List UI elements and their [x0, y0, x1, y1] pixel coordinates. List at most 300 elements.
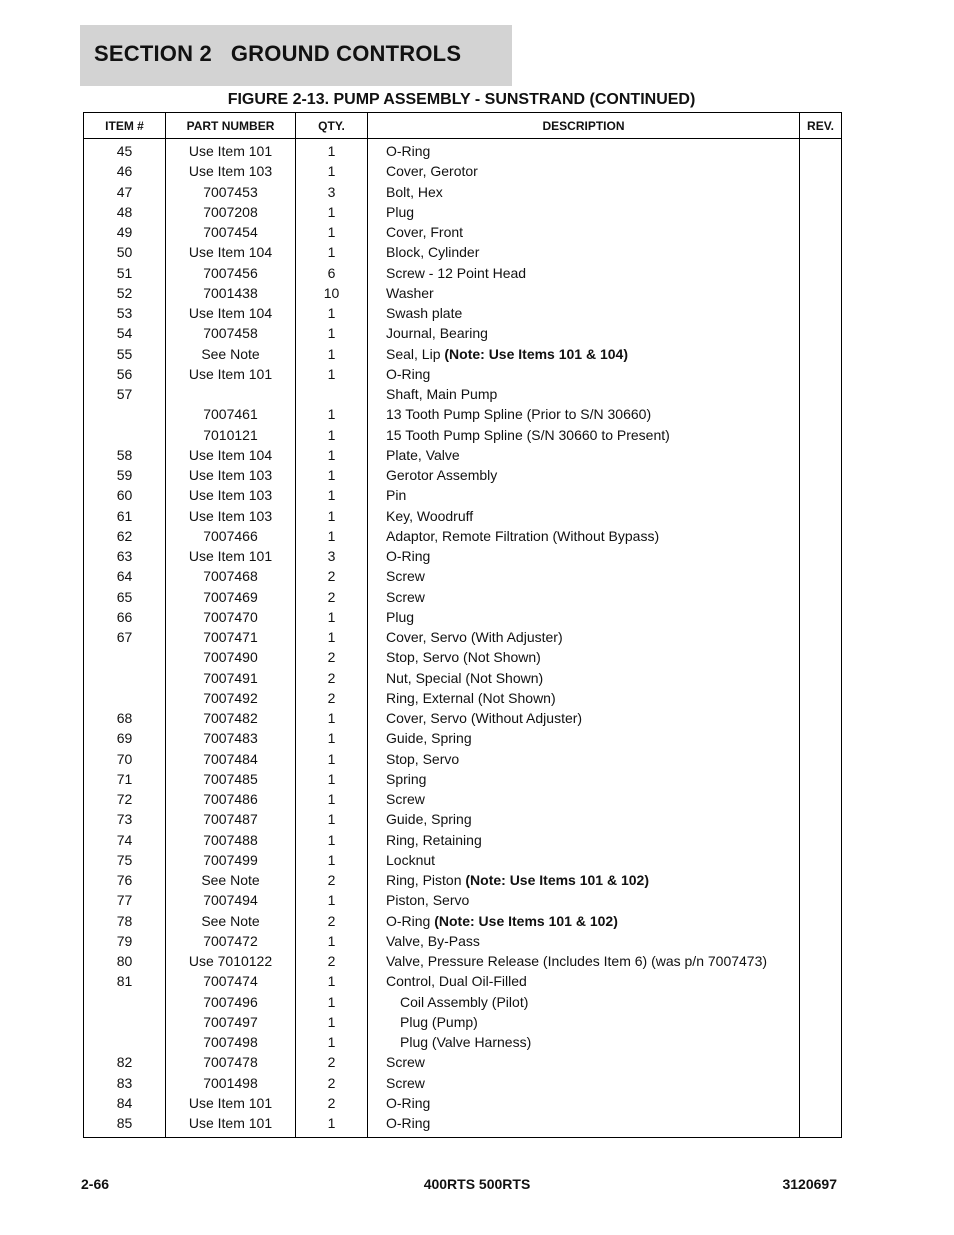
qty-cell: 1 [296, 931, 368, 951]
model-names: 400RTS 500RTS [423, 1176, 531, 1192]
description-text: Adaptor, Remote Filtration (Without Bypass) [386, 527, 660, 544]
table-header-row [84, 113, 842, 139]
table-row [84, 951, 842, 971]
qty-cell: 1 [296, 749, 368, 769]
rev-cell [800, 242, 842, 262]
item-number-cell: 70 [84, 749, 166, 769]
description-text: Coil Assembly (Pilot) [400, 993, 529, 1010]
description-text: Journal, Bearing [386, 325, 488, 342]
description-cell [368, 587, 800, 607]
rev-cell [800, 951, 842, 971]
table-row [84, 283, 842, 303]
table-row [84, 870, 842, 890]
part-number-cell: See Note [166, 344, 296, 364]
description-cell [368, 789, 800, 809]
table-row [84, 263, 842, 283]
item-number-cell [84, 404, 166, 424]
table-row [84, 587, 842, 607]
description-cell [368, 870, 800, 890]
rev-cell [800, 263, 842, 283]
rev-cell [800, 485, 842, 505]
part-number-cell: 7007466 [166, 526, 296, 546]
item-number-cell: 55 [84, 344, 166, 364]
item-number-cell [84, 1032, 166, 1052]
description-text: Screw [386, 1054, 425, 1071]
part-number-cell: 7007486 [166, 789, 296, 809]
description-cell [368, 485, 800, 505]
item-number-cell: 64 [84, 566, 166, 586]
description-text: Locknut [386, 851, 436, 868]
description-text: Valve, Pressure Release (Includes Item 6) (was p/n 7007473) [386, 953, 768, 970]
rev-cell [800, 465, 842, 485]
part-number-cell: 7007470 [166, 607, 296, 627]
qty-cell: 1 [296, 708, 368, 728]
item-number-cell: 81 [84, 971, 166, 991]
qty-cell: 1 [296, 202, 368, 222]
description-cell [368, 749, 800, 769]
item-number-cell: 71 [84, 769, 166, 789]
qty-cell: 1 [296, 627, 368, 647]
item-number-cell: 67 [84, 627, 166, 647]
description-text: Screw - 12 Point Head [386, 264, 527, 281]
item-number-cell: 85 [84, 1113, 166, 1138]
item-number-cell [84, 647, 166, 667]
description-cell [368, 526, 800, 546]
description-text: Ring, Piston [386, 872, 466, 889]
table-row [84, 607, 842, 627]
qty-cell: 6 [296, 263, 368, 283]
column-header-part-number: PART NUMBER [166, 113, 296, 139]
rev-cell [800, 769, 842, 789]
part-number-cell: 7007483 [166, 728, 296, 748]
figure-title: FIGURE 2-13. PUMP ASSEMBLY - SUNSTRAND (CONTINUED) [227, 91, 696, 108]
rev-cell [800, 830, 842, 850]
description-cell [368, 688, 800, 708]
description-text: Cover, Servo (With Adjuster) [386, 629, 563, 646]
item-number-cell: 62 [84, 526, 166, 546]
description-cell [368, 283, 800, 303]
rev-cell [800, 182, 842, 202]
table-row [84, 850, 842, 870]
description-text: Screw [386, 1074, 425, 1091]
item-number-cell: 45 [84, 139, 166, 162]
description-cell [368, 445, 800, 465]
description-cell [368, 1093, 800, 1113]
description-cell [368, 971, 800, 991]
table-row [84, 139, 842, 162]
rev-cell [800, 627, 842, 647]
description-text: Guide, Spring [386, 730, 472, 747]
table-row [84, 789, 842, 809]
qty-cell: 1 [296, 242, 368, 262]
rev-cell [800, 647, 842, 667]
rev-cell [800, 1032, 842, 1052]
description-cell [368, 830, 800, 850]
qty-cell: 1 [296, 445, 368, 465]
item-number-cell: 63 [84, 546, 166, 566]
qty-cell: 1 [296, 323, 368, 343]
rev-cell [800, 566, 842, 586]
description-cell [368, 364, 800, 384]
item-number-cell: 68 [84, 708, 166, 728]
part-number-cell: Use Item 104 [166, 242, 296, 262]
table-row [84, 323, 842, 343]
rev-cell [800, 1073, 842, 1093]
description-text: O-Ring [386, 1115, 431, 1131]
part-number-cell: 7007456 [166, 263, 296, 283]
description-text: O-Ring [386, 548, 431, 565]
table-row [84, 1032, 842, 1052]
table-row [84, 506, 842, 526]
item-number-cell: 48 [84, 202, 166, 222]
table-row [84, 384, 842, 404]
table-row [84, 465, 842, 485]
description-text: O-Ring [386, 143, 431, 160]
qty-cell: 1 [296, 344, 368, 364]
description-cell [368, 668, 800, 688]
rev-cell [800, 890, 842, 910]
part-number-cell: 7007497 [166, 1012, 296, 1032]
description-text: O-Ring [386, 912, 435, 929]
rev-cell [800, 1093, 842, 1113]
qty-cell: 1 [296, 526, 368, 546]
qty-cell: 1 [296, 728, 368, 748]
rev-cell [800, 364, 842, 384]
rev-cell [800, 506, 842, 526]
rev-cell [800, 688, 842, 708]
rev-cell [800, 1052, 842, 1072]
item-number-cell: 84 [84, 1093, 166, 1113]
qty-cell: 2 [296, 647, 368, 667]
description-cell [368, 708, 800, 728]
rev-cell [800, 870, 842, 890]
part-number-cell: 7007471 [166, 627, 296, 647]
table-row [84, 749, 842, 769]
part-number-cell: 7007453 [166, 182, 296, 202]
description-text: Screw [386, 568, 425, 585]
part-number-cell: 7010121 [166, 425, 296, 445]
description-text: Stop, Servo (Not Shown) [386, 649, 541, 666]
qty-cell: 2 [296, 1052, 368, 1072]
description-text: Bolt, Hex [386, 183, 443, 200]
part-number-cell: Use Item 101 [166, 1113, 296, 1138]
description-cell [368, 546, 800, 566]
table-row [84, 809, 842, 829]
description-text: Stop, Servo [386, 750, 460, 767]
qty-cell: 1 [296, 789, 368, 809]
part-number-cell: Use Item 101 [166, 546, 296, 566]
table-row [84, 911, 842, 931]
part-number-cell: Use Item 101 [166, 139, 296, 162]
description-text: Plug (Valve Harness) [400, 1034, 532, 1051]
part-number-cell [166, 384, 296, 404]
description-text: Ring, External (Not Shown) [386, 689, 556, 706]
qty-cell: 2 [296, 668, 368, 688]
part-number-cell: 7007472 [166, 931, 296, 951]
qty-cell: 1 [296, 161, 368, 181]
document-number: 3120697 [782, 1176, 837, 1192]
table-row [84, 202, 842, 222]
item-number-cell: 77 [84, 890, 166, 910]
description-cell [368, 566, 800, 586]
qty-cell: 1 [296, 485, 368, 505]
description-cell [368, 465, 800, 485]
description-cell [368, 769, 800, 789]
item-number-cell: 54 [84, 323, 166, 343]
item-number-cell: 65 [84, 587, 166, 607]
item-number-cell: 82 [84, 1052, 166, 1072]
table-row [84, 344, 842, 364]
description-cell [368, 425, 800, 445]
part-number-cell: 7007482 [166, 708, 296, 728]
rev-cell [800, 323, 842, 343]
table-row [84, 1052, 842, 1072]
table-row [84, 890, 842, 910]
part-number-cell: 7007494 [166, 890, 296, 910]
table-row [84, 931, 842, 951]
table-row [84, 303, 842, 323]
description-note: (Note: Use Items 101 & 102) [434, 912, 618, 929]
part-number-cell: 7007474 [166, 971, 296, 991]
table-row [84, 668, 842, 688]
parts-table-body [84, 139, 842, 1138]
table-row [84, 425, 842, 445]
description-text: Pin [386, 487, 407, 504]
rev-cell [800, 283, 842, 303]
rev-cell [800, 809, 842, 829]
part-number-cell: 7007487 [166, 809, 296, 829]
qty-cell: 1 [296, 1113, 368, 1138]
description-cell [368, 182, 800, 202]
qty-cell: 3 [296, 546, 368, 566]
rev-cell [800, 344, 842, 364]
item-number-cell: 52 [84, 283, 166, 303]
qty-cell: 1 [296, 809, 368, 829]
rev-cell [800, 931, 842, 951]
table-row [84, 526, 842, 546]
table-row [84, 627, 842, 647]
description-cell [368, 1073, 800, 1093]
qty-cell: 2 [296, 566, 368, 586]
part-number-cell: 7007490 [166, 647, 296, 667]
part-number-cell: 7007499 [166, 850, 296, 870]
description-cell [368, 992, 800, 1012]
rev-cell [800, 850, 842, 870]
description-text: Guide, Spring [386, 811, 472, 828]
rev-cell [800, 1113, 842, 1138]
table-row [84, 364, 842, 384]
rev-cell [800, 789, 842, 809]
description-cell [368, 809, 800, 829]
part-number-cell: 7007478 [166, 1052, 296, 1072]
description-cell [368, 911, 800, 931]
table-row [84, 688, 842, 708]
description-cell [368, 202, 800, 222]
rev-cell [800, 971, 842, 991]
description-note: (Note: Use Items 101 & 104) [444, 345, 629, 362]
qty-cell: 1 [296, 506, 368, 526]
item-number-cell: 83 [84, 1073, 166, 1093]
part-number-cell: Use Item 103 [166, 485, 296, 505]
qty-cell: 1 [296, 1032, 368, 1052]
qty-cell: 1 [296, 222, 368, 242]
table-row [84, 992, 842, 1012]
rev-cell [800, 139, 842, 162]
part-number-cell: Use Item 103 [166, 465, 296, 485]
qty-cell: 1 [296, 992, 368, 1012]
description-text: Plug (Pump) [400, 1013, 478, 1030]
part-number-cell: 7001498 [166, 1073, 296, 1093]
description-cell [368, 222, 800, 242]
rev-cell [800, 425, 842, 445]
description-text: Key, Woodruff [386, 507, 474, 524]
rev-cell [800, 445, 842, 465]
section-title: SECTION 2 GROUND CONTROLS [94, 41, 462, 66]
description-text: Cover, Servo (Without Adjuster) [386, 710, 583, 727]
item-number-cell: 75 [84, 850, 166, 870]
qty-cell: 2 [296, 870, 368, 890]
description-cell [368, 647, 800, 667]
item-number-cell: 46 [84, 161, 166, 181]
qty-cell: 1 [296, 607, 368, 627]
part-number-cell: 7007208 [166, 202, 296, 222]
item-number-cell: 69 [84, 728, 166, 748]
parts-table [83, 112, 842, 1138]
rev-cell [800, 607, 842, 627]
table-row [84, 242, 842, 262]
table-row [84, 222, 842, 242]
description-cell [368, 1012, 800, 1032]
item-number-cell: 79 [84, 931, 166, 951]
description-text: Cover, Front [386, 224, 464, 241]
table-row [84, 485, 842, 505]
table-row [84, 1093, 842, 1113]
part-number-cell: 7007498 [166, 1032, 296, 1052]
rev-cell [800, 222, 842, 242]
qty-cell: 1 [296, 303, 368, 323]
rev-cell [800, 202, 842, 222]
column-header-item: ITEM # [84, 113, 166, 139]
item-number-cell: 73 [84, 809, 166, 829]
description-text: Plug [386, 203, 415, 220]
description-note: (Note: Use Items 101 & 102) [465, 872, 650, 889]
table-row [84, 404, 842, 424]
description-cell [368, 1032, 800, 1052]
qty-cell: 1 [296, 465, 368, 485]
description-text: Screw [386, 588, 425, 605]
description-text: Screw [386, 791, 425, 808]
item-number-cell: 60 [84, 485, 166, 505]
qty-cell: 1 [296, 139, 368, 162]
description-cell [368, 1113, 800, 1138]
description-cell [368, 607, 800, 627]
description-cell [368, 951, 800, 971]
table-row [84, 182, 842, 202]
qty-cell: 1 [296, 850, 368, 870]
part-number-cell: 7007485 [166, 769, 296, 789]
description-text: 13 Tooth Pump Spline (Prior to S/N 30660) [386, 406, 652, 423]
table-row [84, 546, 842, 566]
part-number-cell: 7007454 [166, 222, 296, 242]
table-row [84, 647, 842, 667]
rev-cell [800, 728, 842, 748]
qty-cell: 3 [296, 182, 368, 202]
part-number-cell: See Note [166, 911, 296, 931]
description-cell [368, 850, 800, 870]
part-number-cell: 7007461 [166, 404, 296, 424]
rev-cell [800, 911, 842, 931]
table-row [84, 445, 842, 465]
section-banner [80, 25, 512, 86]
part-number-cell: Use 7010122 [166, 951, 296, 971]
table-row [84, 566, 842, 586]
item-number-cell [84, 688, 166, 708]
table-row [84, 769, 842, 789]
item-number-cell: 51 [84, 263, 166, 283]
item-number-cell: 49 [84, 222, 166, 242]
part-number-cell: 7007491 [166, 668, 296, 688]
rev-cell [800, 546, 842, 566]
description-cell [368, 344, 800, 364]
part-number-cell: 7007492 [166, 688, 296, 708]
description-cell [368, 242, 800, 262]
part-number-cell: Use Item 103 [166, 506, 296, 526]
qty-cell: 1 [296, 890, 368, 910]
item-number-cell [84, 668, 166, 688]
qty-cell: 1 [296, 1012, 368, 1032]
description-text: O-Ring [386, 365, 431, 382]
part-number-cell: 7007468 [166, 566, 296, 586]
table-row [84, 1012, 842, 1032]
rev-cell [800, 708, 842, 728]
column-header-rev: REV. [800, 113, 842, 139]
rev-cell [800, 992, 842, 1012]
rev-cell [800, 749, 842, 769]
description-text: Ring, Retaining [386, 831, 482, 848]
item-number-cell: 72 [84, 789, 166, 809]
part-number-cell: See Note [166, 870, 296, 890]
description-cell [368, 263, 800, 283]
description-cell [368, 323, 800, 343]
description-text: O-Ring [386, 1094, 431, 1111]
description-cell [368, 139, 800, 162]
part-number-cell: 7007488 [166, 830, 296, 850]
description-text: Swash plate [386, 305, 463, 322]
qty-cell: 2 [296, 1073, 368, 1093]
description-cell [368, 384, 800, 404]
item-number-cell: 57 [84, 384, 166, 404]
item-number-cell [84, 992, 166, 1012]
table-row [84, 728, 842, 748]
page-number: 2-66 [81, 1176, 110, 1192]
description-text: Plate, Valve [386, 446, 460, 463]
description-cell [368, 931, 800, 951]
rev-cell [800, 303, 842, 323]
description-text: Spring [386, 770, 427, 787]
item-number-cell: 61 [84, 506, 166, 526]
part-number-cell: 7007484 [166, 749, 296, 769]
qty-cell: 1 [296, 830, 368, 850]
description-text: Piston, Servo [386, 892, 470, 909]
qty-cell: 10 [296, 283, 368, 303]
description-cell [368, 404, 800, 424]
item-number-cell: 80 [84, 951, 166, 971]
description-cell [368, 303, 800, 323]
item-number-cell: 78 [84, 911, 166, 931]
part-number-cell: Use Item 104 [166, 303, 296, 323]
rev-cell [800, 404, 842, 424]
qty-cell [296, 384, 368, 404]
